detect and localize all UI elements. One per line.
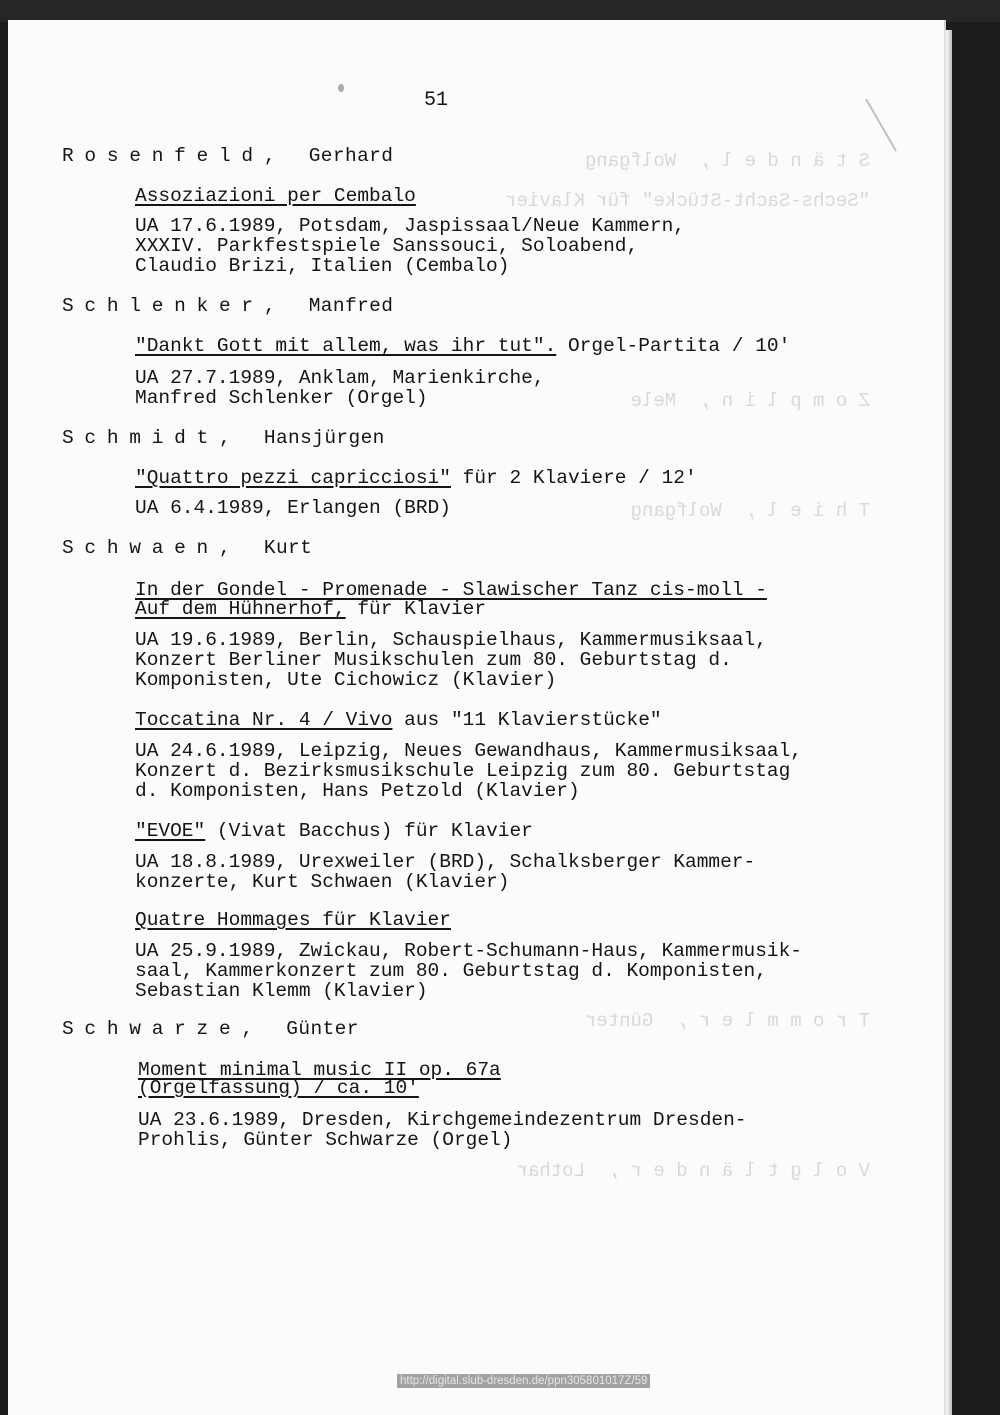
bleed-through: T h i e l , Wolfgang [630, 500, 870, 522]
work-line [135, 336, 790, 356]
premiere-line: UA 27.7.1989, Anklam, Marienkirche, [135, 367, 545, 389]
composer-heading: Schwarze, Günter [62, 1018, 359, 1040]
work-title: "EVOE" [135, 820, 206, 842]
composer-heading: Rosenfeld, Gerhard [62, 145, 394, 167]
premiere-line: UA 19.6.1989, Berlin, Schauspielhaus, Kammermusiksaal, [135, 629, 767, 651]
composer-heading: Schlenker, Manfred [62, 295, 394, 317]
work-line [135, 468, 697, 488]
composer-given-name: Kurt [263, 537, 313, 559]
premiere-line: Sebastian Klemm (Klavier) [135, 980, 428, 1002]
premiere-line: Claudio Brizi, Italien (Cembalo) [135, 255, 510, 277]
bleed-through: "Sechs-Sacht-Stücke" für Klavier [505, 190, 870, 212]
composer-given-name: Manfred [308, 295, 394, 317]
premiere-line: d. Komponisten, Hans Petzold (Klavier) [135, 780, 580, 802]
composer-given-name: Hansjürgen [263, 427, 385, 449]
premiere-line: UA 18.8.1989, Urexweiler (BRD), Schalksberger Kammer- [135, 851, 756, 873]
premiere-line: UA 24.6.1989, Leipzig, Neues Gewandhaus, Kammermusiksaal, [135, 740, 803, 762]
premiere-line: UA 17.6.1989, Potsdam, Jaspissaal/Neue Kammern, [135, 215, 685, 237]
work-suffix: für 2 Klaviere / 12' [450, 467, 697, 489]
composer-surname: Schlenker [62, 295, 264, 317]
premiere-line: UA 6.4.1989, Erlangen (BRD) [135, 497, 451, 519]
work-title: Assoziazioni per Cembalo [135, 185, 416, 207]
composer-heading: Schwaen, Kurt [62, 537, 313, 559]
premiere-line: Manfred Schlenker (Orgel) [135, 387, 428, 409]
premiere-line: Komponisten, Ute Cichowicz (Klavier) [135, 669, 557, 691]
work-title: "Dankt Gott mit allem, was ihr tut". [135, 335, 557, 357]
composer-given-name: Gerhard [308, 145, 394, 167]
work-line [135, 821, 533, 841]
page-edge [944, 30, 952, 1415]
bleed-through: S t ä n d e l , Wolfgang [584, 150, 870, 172]
premiere-line: XXXIV. Parkfestspiele Sanssouci, Soloabend, [135, 235, 639, 257]
work-title: Quatre Hommages für Klavier [135, 909, 451, 931]
work-line [135, 599, 486, 619]
premiere-line: UA 23.6.1989, Dresden, Kirchgemeindezentrum Dresden- [138, 1109, 747, 1131]
composer-heading: Schmidt, Hansjürgen [62, 427, 385, 449]
work-suffix: Orgel-Partita / 10' [556, 335, 791, 357]
work-suffix: aus "11 Klavierstücke" [392, 709, 662, 731]
scan-border [0, 0, 1000, 22]
work-suffix: für Klavier [345, 598, 487, 620]
composer-surname: Schmidt [62, 427, 219, 449]
work-title-continued: Auf dem Hühnerhof, [135, 598, 346, 620]
composer-surname: Schwaen [62, 537, 219, 559]
bleed-through: T r o m m l e r , Günter [584, 1010, 870, 1032]
work-title: Toccatina Nr. 4 / Vivo [135, 709, 393, 731]
work-title: "Quattro pezzi capricciosi" [135, 467, 451, 489]
work-title: In der Gondel - Promenade - Slawischer Tanz cis-moll - [135, 579, 767, 601]
premiere-line: Konzert d. Bezirksmusikschule Leipzig zum 80. Geburtstag [135, 760, 791, 782]
premiere-line: Konzert Berliner Musikschulen zum 80. Geburtstag d. [135, 649, 732, 671]
work-suffix: (Vivat Bacchus) für Klavier [205, 820, 533, 842]
composer-surname: Schwarze [62, 1018, 242, 1040]
premiere-line: UA 25.9.1989, Zwickau, Robert-Schumann-Haus, Kammermusik- [135, 940, 803, 962]
source-url-watermark: http://digital.slub-dresden.de/ppn305801017Z/59 [397, 1374, 650, 1388]
bleed-through: Z o m p l i n , Mele [630, 390, 870, 412]
bleed-through: V o l g t l ä n d e r , Lothar [516, 1160, 870, 1182]
work-title: Moment minimal music II op. 67a [138, 1059, 501, 1081]
dust-speck [338, 84, 344, 92]
composer-given-name: Günter [286, 1018, 359, 1040]
page-number: 51 [424, 89, 449, 112]
composer-surname: Rosenfeld [62, 145, 264, 167]
premiere-line: konzerte, Kurt Schwaen (Klavier) [135, 871, 510, 893]
work-title-continued: (Orgelfassung) / ca. 10' [138, 1077, 419, 1099]
premiere-line: Prohlis, Günter Schwarze (Orgel) [138, 1129, 513, 1151]
premiere-line: saal, Kammerkonzert zum 80. Geburtstag d. Komponisten, [135, 960, 767, 982]
work-line [135, 710, 662, 730]
